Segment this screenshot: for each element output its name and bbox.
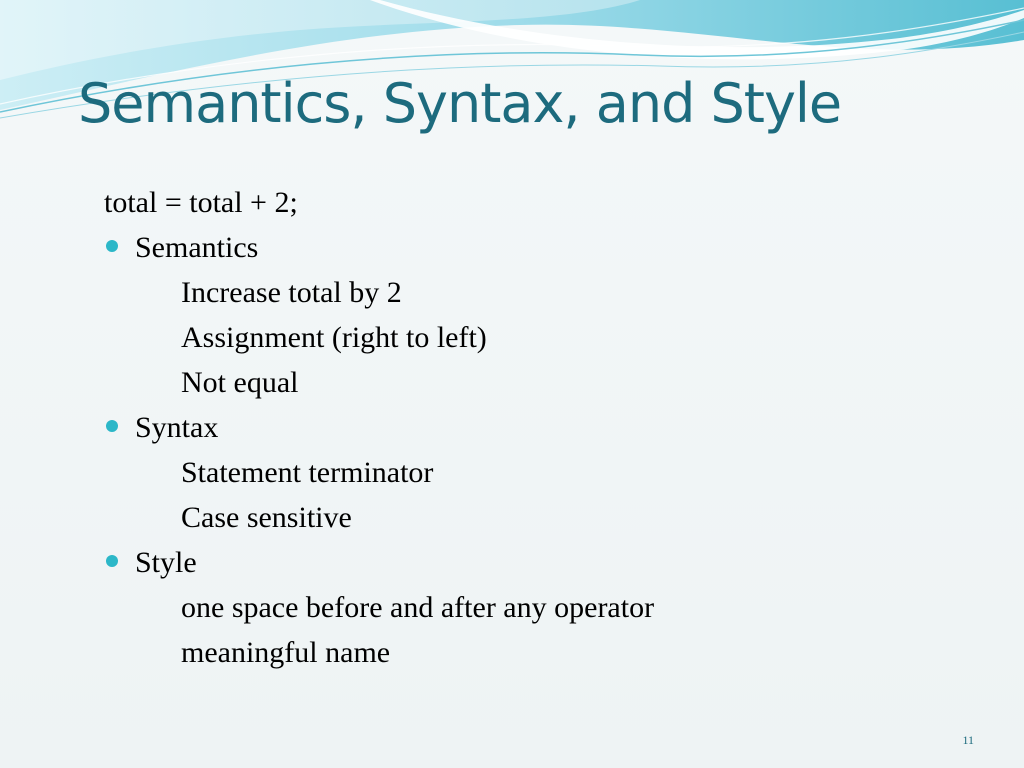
sub-item: Increase total by 2 (181, 276, 402, 309)
bullet-style (104, 540, 984, 585)
sub-item: meaningful name (181, 636, 391, 669)
bullet-heading: Syntax (135, 411, 219, 444)
page-number: 11 (962, 733, 974, 747)
sub-item: Assignment (right to left) (181, 321, 487, 354)
bullet-dot-icon (106, 240, 118, 252)
slide-title: Semantics, Syntax, and Style (78, 72, 842, 135)
sub-item: one space before and after any operator (181, 591, 655, 624)
bullet-heading: Semantics (135, 231, 259, 264)
code-example: total = total + 2; (104, 186, 298, 219)
slide-body (104, 180, 984, 675)
bullet-dot-icon (106, 420, 118, 432)
sub-item: Not equal (181, 366, 299, 399)
bullet-dot-icon (106, 555, 118, 567)
sub-item: Case sensitive (181, 501, 352, 534)
sub-item: Statement terminator (181, 456, 434, 489)
bullet-semantics (104, 225, 984, 270)
bullet-syntax (104, 405, 984, 450)
bullet-heading: Style (135, 546, 197, 579)
